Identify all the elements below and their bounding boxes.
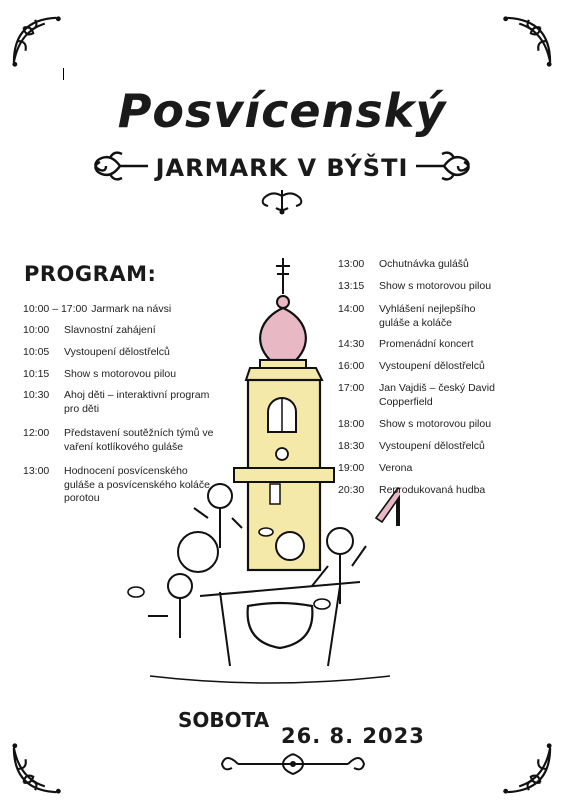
schedule-row: [338, 360, 518, 374]
schedule-time: 13:00: [23, 465, 50, 477]
event-date: 26. 8. 2023: [281, 724, 425, 748]
schedule-row: [338, 338, 518, 352]
schedule-row: [338, 440, 518, 454]
schedule-time: 16:00: [338, 360, 365, 372]
poster-title: Posvícenský: [117, 84, 447, 138]
schedule-row: [338, 418, 518, 432]
schedule-row: [23, 346, 170, 360]
schedule-time: 14:00: [338, 303, 365, 315]
schedule-desc: Vyhlášení nejlepšího guláše a koláče: [379, 303, 476, 329]
schedule-time: 12:00: [23, 427, 50, 439]
schedule-row: [338, 258, 518, 272]
schedule-desc: Vystoupení dělostřelců: [379, 360, 485, 372]
schedule-desc: Promenádní koncert: [379, 338, 474, 350]
schedule-row: [23, 368, 176, 382]
schedule-time: 10:30: [23, 389, 50, 401]
schedule-desc: Show s motorovou pilou: [64, 368, 177, 380]
event-day: SOBOTA: [178, 708, 270, 732]
schedule-desc: Hodnocení posvícenského guláše a posvícenského koláče porotou: [64, 465, 210, 504]
corner-flourish-top-right: [496, 14, 554, 72]
schedule-row: [338, 280, 518, 294]
schedule-time: 10:15: [23, 368, 50, 380]
schedule-time: 13:00: [338, 258, 365, 270]
schedule-desc: Verona: [379, 462, 413, 474]
schedule-row: [23, 303, 171, 317]
schedule-desc: Ochutnávka gulášů: [379, 258, 469, 270]
schedule-row: [23, 389, 218, 416]
schedule-time: 19:00: [338, 462, 365, 474]
schedule-row: [338, 303, 478, 330]
schedule-desc: Představení soutěžních týmů ve vaření kotlíkového guláše: [64, 427, 214, 453]
schedule-desc: Vystoupení dělostřelců: [379, 440, 485, 452]
schedule-time: 10:00 – 17:00: [23, 303, 88, 315]
schedule-time: 18:30: [338, 440, 365, 452]
schedule-time: 10:00: [23, 324, 50, 336]
schedule-desc: Show s motorovou pilou: [379, 418, 492, 430]
poster-subtitle: JARMARK V BÝŠTI: [155, 154, 409, 182]
text-cursor: [63, 68, 64, 80]
title-flourish: [256, 188, 308, 216]
schedule-time: 17:00: [338, 382, 365, 394]
schedule-row: [338, 484, 518, 498]
bottom-flourish: [218, 744, 368, 784]
corner-flourish-bottom-right: [496, 738, 554, 796]
schedule-desc: Ahoj děti – interaktivní program pro děti: [64, 389, 210, 415]
subtitle-banner: [90, 144, 474, 188]
corner-flourish-top-left: [10, 14, 68, 72]
schedule-time: 14:30: [338, 338, 365, 350]
schedule-row: [23, 324, 156, 338]
program-heading: PROGRAM:: [24, 262, 157, 286]
schedule-time: 13:15: [338, 280, 365, 292]
schedule-desc: Vystoupení dělostřelců: [64, 346, 170, 358]
schedule-desc: Jarmark na návsi: [91, 303, 172, 315]
schedule-row: [23, 427, 218, 454]
schedule-row: [338, 382, 508, 409]
schedule-row: [23, 465, 218, 506]
schedule-desc: Slavnostní zahájení: [64, 324, 156, 336]
schedule-desc: Show s motorovou pilou: [379, 280, 492, 292]
schedule-desc: Reprodukovaná hudba: [379, 484, 486, 496]
schedule-row: [338, 462, 518, 476]
corner-flourish-bottom-left: [10, 738, 68, 796]
schedule-time: 20:30: [338, 484, 365, 496]
schedule-time: 10:05: [23, 346, 50, 358]
schedule-desc: Jan Vajdiš – český David Copperfield: [379, 382, 495, 408]
schedule-time: 18:00: [338, 418, 365, 430]
